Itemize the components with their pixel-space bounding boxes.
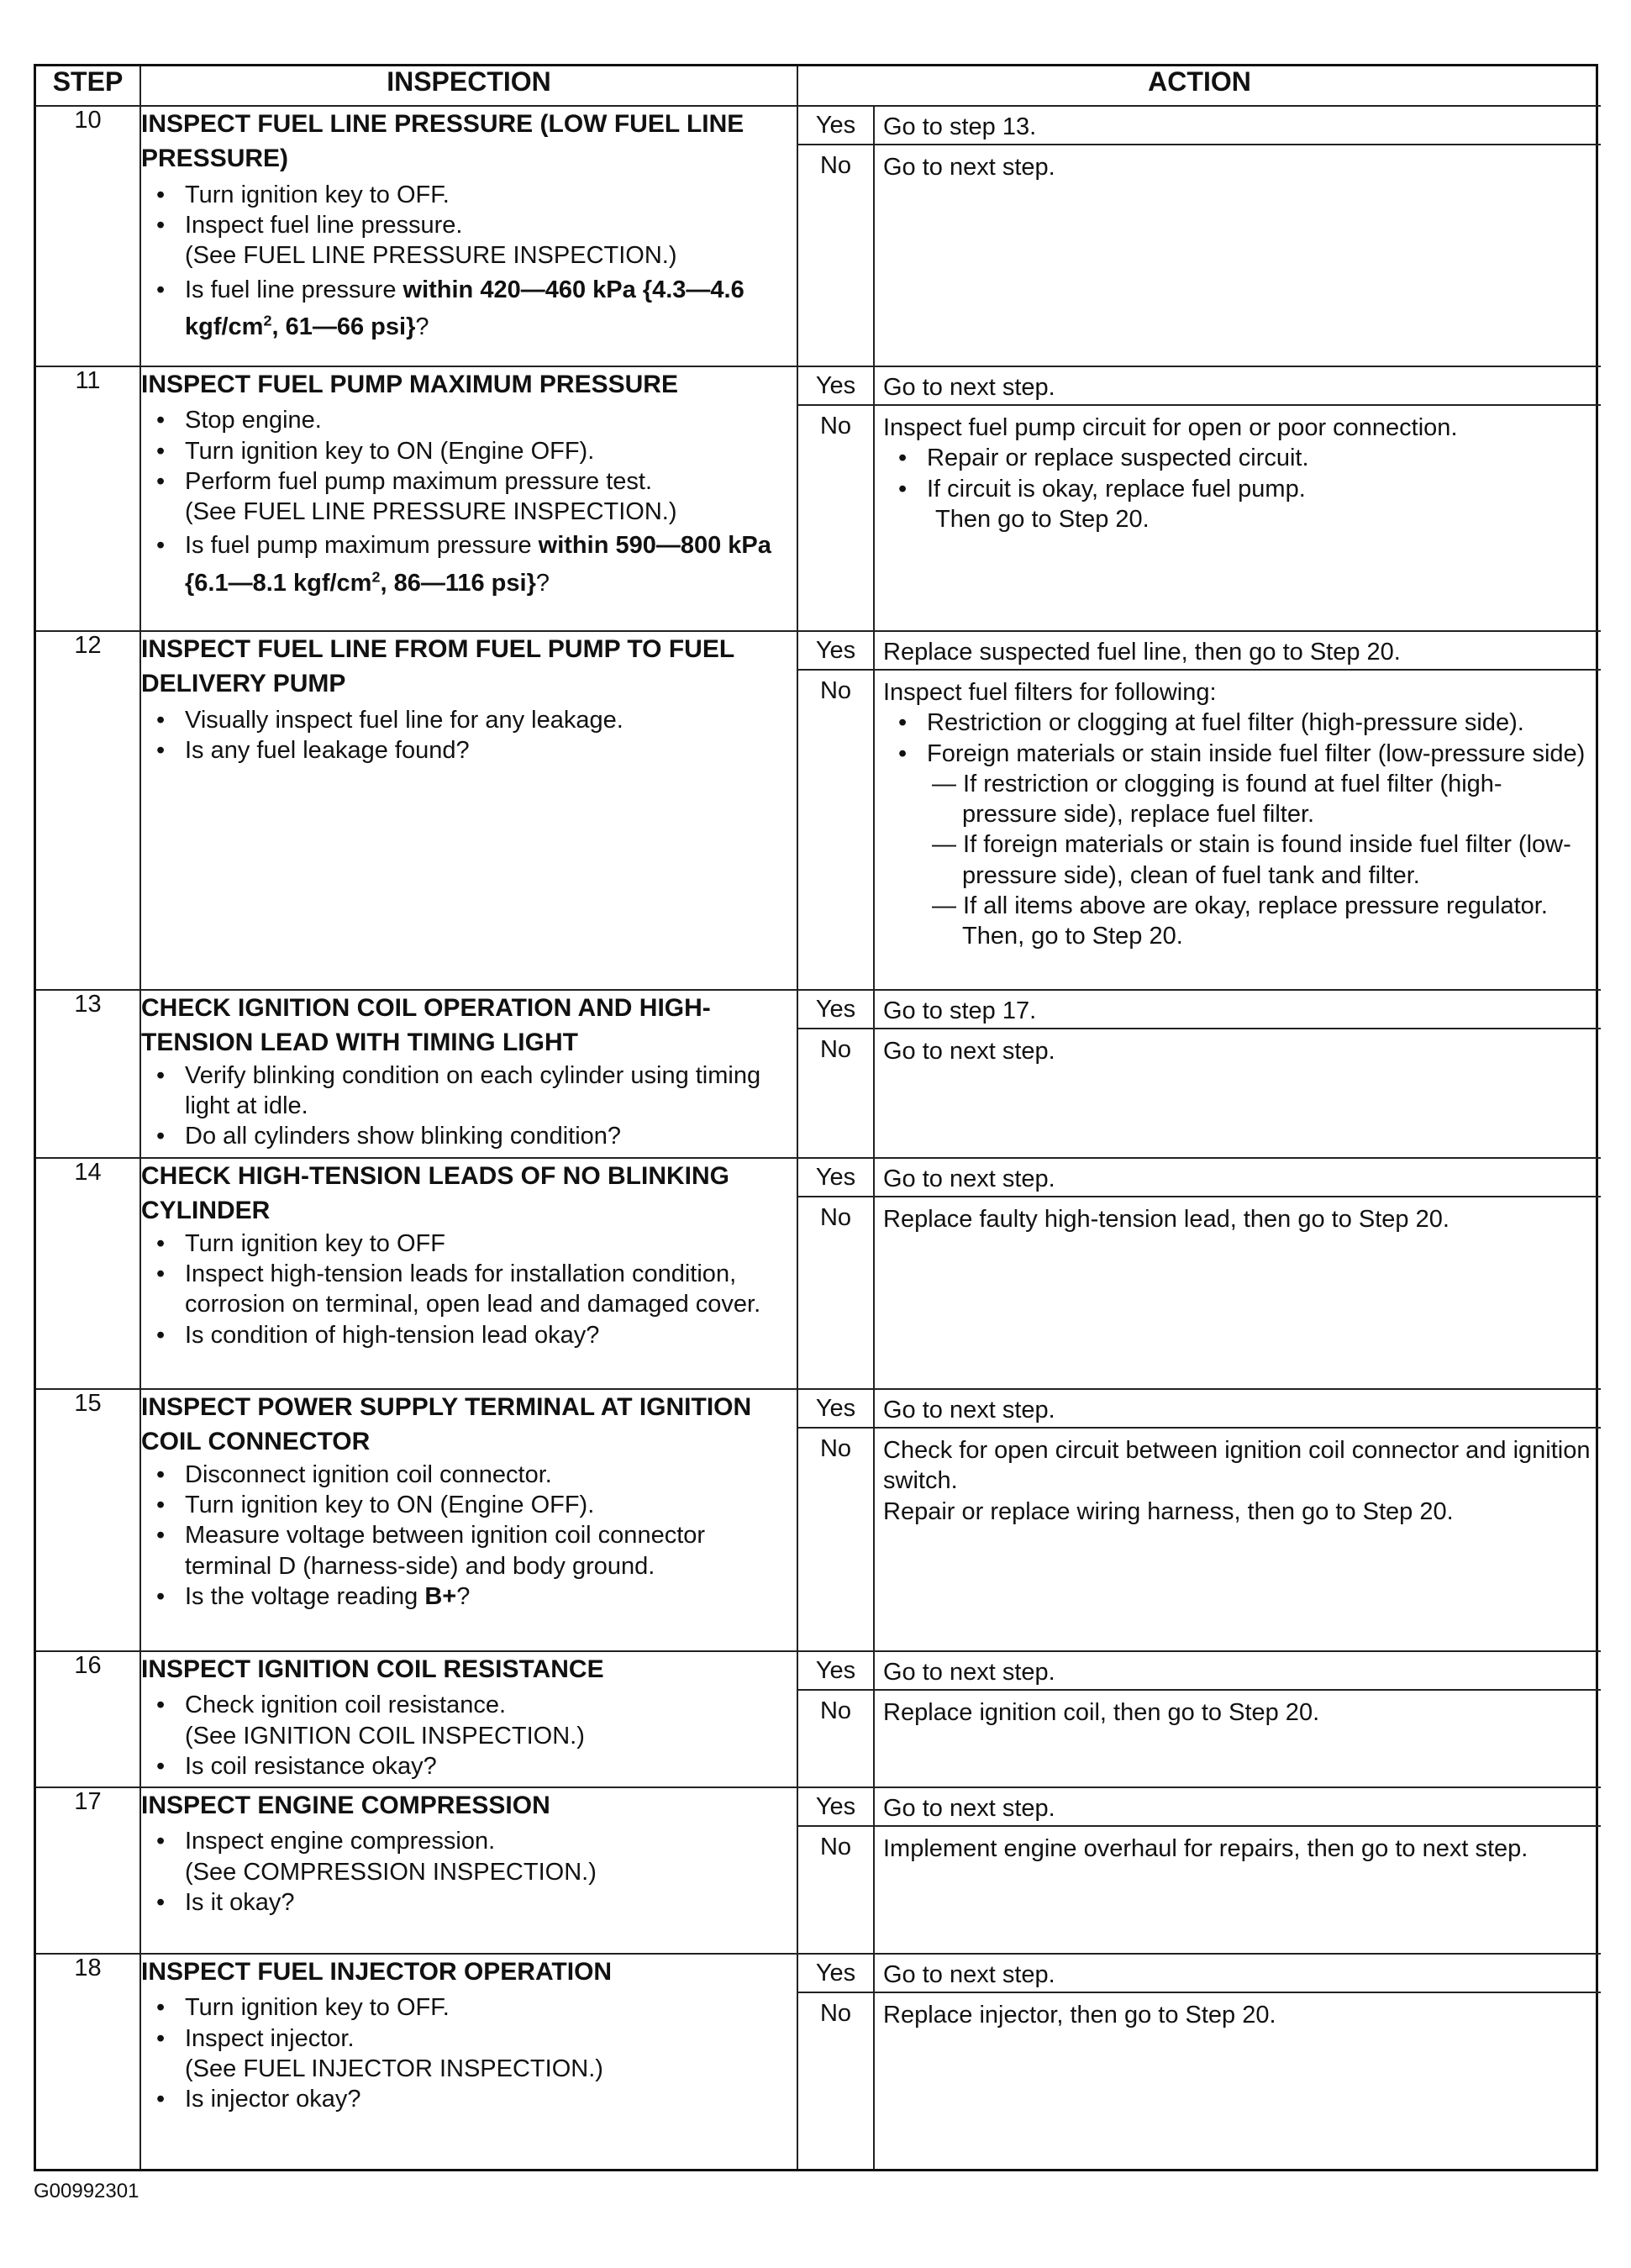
spec-value: B+	[424, 1582, 457, 1610]
bullet-item: • Foreign materials or stain inside fuel filter (low-pressure side)	[883, 739, 1592, 769]
yes-label: Yes	[798, 991, 875, 1028]
inspection-bullets	[141, 180, 797, 347]
step-number: 13	[36, 990, 140, 1158]
table-row	[36, 631, 1601, 990]
action-cell	[797, 631, 1601, 990]
no-row	[798, 145, 1601, 366]
yes-label: Yes	[798, 1788, 875, 1825]
yes-row	[798, 991, 1601, 1029]
question-text: Is fuel pump maximum pressure	[185, 532, 539, 560]
inspection-cell	[140, 366, 797, 631]
action-cell	[797, 366, 1601, 631]
bullet-item: • Disconnect ignition coil connector.	[141, 1460, 797, 1490]
yes-row	[798, 367, 1601, 406]
bullet-item: • Is injector okay?	[141, 2084, 797, 2114]
inspection-title: INSPECT ENGINE COMPRESSION	[141, 1792, 550, 1819]
no-label: No	[798, 1691, 875, 1787]
table-row	[36, 990, 1601, 1158]
bullet-item: • Measure voltage between ignition coil connector terminal D (harness-side) and body ground.	[141, 1520, 797, 1581]
bullet-item	[141, 1690, 797, 1751]
bullet-item	[141, 1826, 797, 1887]
no-label: No	[798, 671, 875, 989]
bullet-item: • Turn ignition key to OFF.	[141, 180, 797, 210]
no-label: No	[798, 1197, 875, 1388]
inspection-cell	[140, 990, 797, 1158]
no-label: No	[798, 406, 875, 630]
spec-value: within 590—800 kPa {6.1—8.1 kgf/cm	[185, 532, 771, 597]
inspection-bullets	[141, 1460, 797, 1612]
no-action	[875, 406, 1601, 630]
no-action-bullets	[883, 708, 1592, 769]
yes-row	[798, 1652, 1601, 1691]
inspection-title: INSPECT POWER SUPPLY TERMINAL AT IGNITION COIL CONNECTOR	[141, 1393, 752, 1456]
no-action-text: Check for open circuit between ignition coil connector and ignition switch.	[883, 1437, 1591, 1495]
yes-row	[798, 1955, 1601, 1993]
no-action: Go to next step.	[883, 1038, 1055, 1065]
inspection-cell	[140, 106, 797, 366]
bullet-item: • Stop engine.	[141, 405, 797, 435]
superscript: 2	[371, 568, 381, 586]
no-row	[798, 1197, 1601, 1388]
no-row	[798, 1827, 1601, 1953]
no-label: No	[798, 1029, 875, 1157]
no-label: No	[798, 1993, 875, 2169]
yes-action: Go to next step.	[883, 1961, 1055, 1988]
question-mark: ?	[415, 313, 429, 341]
yes-label: Yes	[798, 107, 875, 144]
see-reference: (See FUEL INJECTOR INSPECTION.)	[185, 2055, 603, 2082]
yes-action: Go to next step.	[883, 1166, 1055, 1192]
yes-row	[798, 632, 1601, 671]
superscript: 2	[263, 312, 272, 329]
no-label: No	[798, 145, 875, 366]
yes-row	[798, 1390, 1601, 1429]
inspection-bullets	[141, 1229, 797, 1350]
bullet-item: • Is it okay?	[141, 1887, 797, 1918]
inspection-table	[36, 66, 1601, 2169]
bullet-item	[141, 466, 797, 528]
bullet-item: • Turn ignition key to OFF	[141, 1229, 797, 1259]
bullet-item: • Verify blinking condition on each cylinder using timing light at idle.	[141, 1060, 797, 1122]
bullet-text: Inspect injector.	[185, 2024, 355, 2052]
bullet-item: • Do all cylinders show blinking condition?	[141, 1121, 797, 1151]
no-action: Implement engine overhaul for repairs, then go to next step.	[883, 1835, 1528, 1862]
bullet-item: • Is condition of high-tension lead okay?	[141, 1320, 797, 1350]
yes-row	[798, 1159, 1601, 1197]
inspection-title: CHECK IGNITION COIL OPERATION AND HIGH-TENSION LEAD WITH TIMING LIGHT	[141, 994, 711, 1057]
bullet-item: • Is coil resistance okay?	[141, 1751, 797, 1781]
no-action	[875, 1429, 1601, 1650]
table-row	[36, 1651, 1601, 1787]
question-mark: ?	[456, 1582, 471, 1610]
no-action: Replace injector, then go to Step 20.	[883, 2002, 1276, 2029]
action-cell	[797, 990, 1601, 1158]
bullet-text: Check ignition coil resistance.	[185, 1692, 507, 1719]
inspection-cell	[140, 1787, 797, 1954]
bullet-text: Inspect fuel line pressure.	[185, 212, 463, 239]
see-reference: (See FUEL LINE PRESSURE INSPECTION.)	[185, 242, 677, 270]
yes-label: Yes	[798, 1955, 875, 1992]
bullet-text: Perform fuel pump maximum pressure test.	[185, 467, 653, 495]
step-number: 17	[36, 1787, 140, 1954]
bullet-item	[141, 2023, 797, 2085]
inspection-cell	[140, 1389, 797, 1651]
yes-action: Go to next step.	[883, 1795, 1055, 1822]
table-row	[36, 1787, 1601, 1954]
bullet-item: • Inspect high-tension leads for installation condition, corrosion on terminal, open lead and damaged cover.	[141, 1259, 797, 1320]
spec-value: within 420—460 kPa {4.3—4.6 kgf/cm	[185, 276, 744, 341]
inspection-title: INSPECT IGNITION COIL RESISTANCE	[141, 1655, 604, 1683]
action-cell	[797, 106, 1601, 366]
bullet-item	[141, 527, 797, 603]
yes-label: Yes	[798, 1159, 875, 1196]
yes-action: Replace suspected fuel line, then go to Step 20.	[883, 639, 1401, 666]
action-cell	[797, 1158, 1601, 1389]
bullet-item: • If circuit is okay, replace fuel pump.	[883, 474, 1592, 504]
inspection-bullets	[141, 705, 797, 766]
no-label: No	[798, 1827, 875, 1953]
yes-action: Go to step 13.	[883, 113, 1037, 140]
see-reference: (See FUEL LINE PRESSURE INSPECTION.)	[185, 498, 677, 526]
no-action-text: Inspect fuel filters for following:	[883, 679, 1217, 706]
see-reference: (See COMPRESSION INSPECTION.)	[185, 1858, 597, 1886]
question-text: Is the voltage reading	[185, 1582, 425, 1610]
inspection-bullets	[141, 1060, 797, 1152]
inspection-title: INSPECT FUEL INJECTOR OPERATION	[141, 1958, 613, 1986]
diagnostic-table	[34, 64, 1598, 2171]
inspection-title: INSPECT FUEL LINE PRESSURE (LOW FUEL LINE PRESSURE)	[141, 110, 744, 173]
action-cell	[797, 1954, 1601, 2169]
step-number: 11	[36, 366, 140, 631]
inspection-title: CHECK HIGH-TENSION LEADS OF NO BLINKING CYLINDER	[141, 1162, 730, 1225]
no-row	[798, 1029, 1601, 1157]
inspection-bullets	[141, 1992, 797, 2114]
yes-action: Go to next step.	[883, 374, 1055, 401]
yes-action: Go to next step.	[883, 1397, 1055, 1423]
inspection-bullets	[141, 1690, 797, 1781]
header-action: ACTION	[797, 66, 1601, 106]
yes-label: Yes	[798, 632, 875, 669]
bullet-item: • Repair or replace suspected circuit.	[883, 443, 1592, 473]
bullet-item	[141, 271, 797, 347]
step-number: 18	[36, 1954, 140, 2169]
no-action	[875, 671, 1601, 989]
bullet-item: • Turn ignition key to ON (Engine OFF).	[141, 436, 797, 466]
step-number: 10	[36, 106, 140, 366]
inspection-cell	[140, 631, 797, 990]
yes-label: Yes	[798, 367, 875, 404]
bullet-item	[141, 1581, 797, 1612]
table-header-row	[36, 66, 1601, 106]
no-action-tail: Then go to Step 20.	[935, 505, 1150, 533]
bullet-text: Inspect engine compression.	[185, 1828, 496, 1855]
bullet-item: • Turn ignition key to OFF.	[141, 1992, 797, 2023]
figure-code: G00992301	[34, 2180, 139, 2202]
bullet-item: • Restriction or clogging at fuel filter (high-pressure side).	[883, 708, 1592, 738]
no-action-text: Inspect fuel pump circuit for open or poor connection.	[883, 414, 1458, 441]
table-row	[36, 1954, 1601, 2169]
inspection-bullets	[141, 1826, 797, 1918]
no-action-bullets	[883, 443, 1592, 504]
spec-value-cont: , 86—116 psi}	[380, 570, 536, 597]
no-row	[798, 406, 1601, 630]
no-row	[798, 671, 1601, 989]
inspection-title: INSPECT FUEL LINE FROM FUEL PUMP TO FUEL DELIVERY PUMP	[141, 635, 734, 698]
bullet-item: • Is any fuel leakage found?	[141, 735, 797, 766]
no-row	[798, 1993, 1601, 2169]
no-row	[798, 1691, 1601, 1787]
no-action: Go to next step.	[883, 154, 1055, 181]
action-cell	[797, 1389, 1601, 1651]
step-number: 14	[36, 1158, 140, 1389]
step-number: 16	[36, 1651, 140, 1787]
table-row	[36, 106, 1601, 366]
action-cell	[797, 1651, 1601, 1787]
dash-item: — If restriction or clogging is found at fuel filter (high-pressure side), replace fuel filter.	[932, 770, 1502, 828]
no-action-tail: Repair or replace wiring harness, then go to Step 20.	[883, 1497, 1454, 1525]
inspection-cell	[140, 1651, 797, 1787]
bullet-item	[141, 210, 797, 271]
dash-item: — If foreign materials or stain is found inside fuel filter (low-pressure side), clean of fuel tank and filter.	[932, 831, 1571, 889]
inspection-title: INSPECT FUEL PUMP MAXIMUM PRESSURE	[141, 371, 678, 398]
no-action: Replace ignition coil, then go to Step 20.	[883, 1699, 1320, 1726]
inspection-bullets	[141, 405, 797, 603]
table-row	[36, 1158, 1601, 1389]
header-step: STEP	[36, 66, 140, 106]
dash-item: — If all items above are okay, replace pressure regulator. Then, go to Step 20.	[932, 892, 1548, 950]
yes-row	[798, 1788, 1601, 1827]
step-number: 15	[36, 1389, 140, 1651]
yes-label: Yes	[798, 1652, 875, 1689]
table-row	[36, 366, 1601, 631]
bullet-item: • Turn ignition key to ON (Engine OFF).	[141, 1490, 797, 1520]
bullet-item: • Visually inspect fuel line for any leakage.	[141, 705, 797, 735]
no-action: Replace faulty high-tension lead, then go to Step 20.	[883, 1206, 1449, 1233]
step-number: 12	[36, 631, 140, 990]
inspection-cell	[140, 1158, 797, 1389]
yes-row	[798, 107, 1601, 145]
table-row	[36, 1389, 1601, 1651]
inspection-cell	[140, 1954, 797, 2169]
yes-label: Yes	[798, 1390, 875, 1427]
no-row	[798, 1429, 1601, 1650]
see-reference: (See IGNITION COIL INSPECTION.)	[185, 1722, 585, 1750]
spec-value-cont: , 61—66 psi}	[271, 313, 416, 341]
question-text: Is fuel line pressure	[185, 276, 403, 303]
action-cell	[797, 1787, 1601, 1954]
question-mark: ?	[535, 570, 550, 597]
no-label: No	[798, 1429, 875, 1650]
yes-action: Go to step 17.	[883, 997, 1037, 1024]
yes-action: Go to next step.	[883, 1659, 1055, 1686]
header-inspection: INSPECTION	[140, 66, 797, 106]
